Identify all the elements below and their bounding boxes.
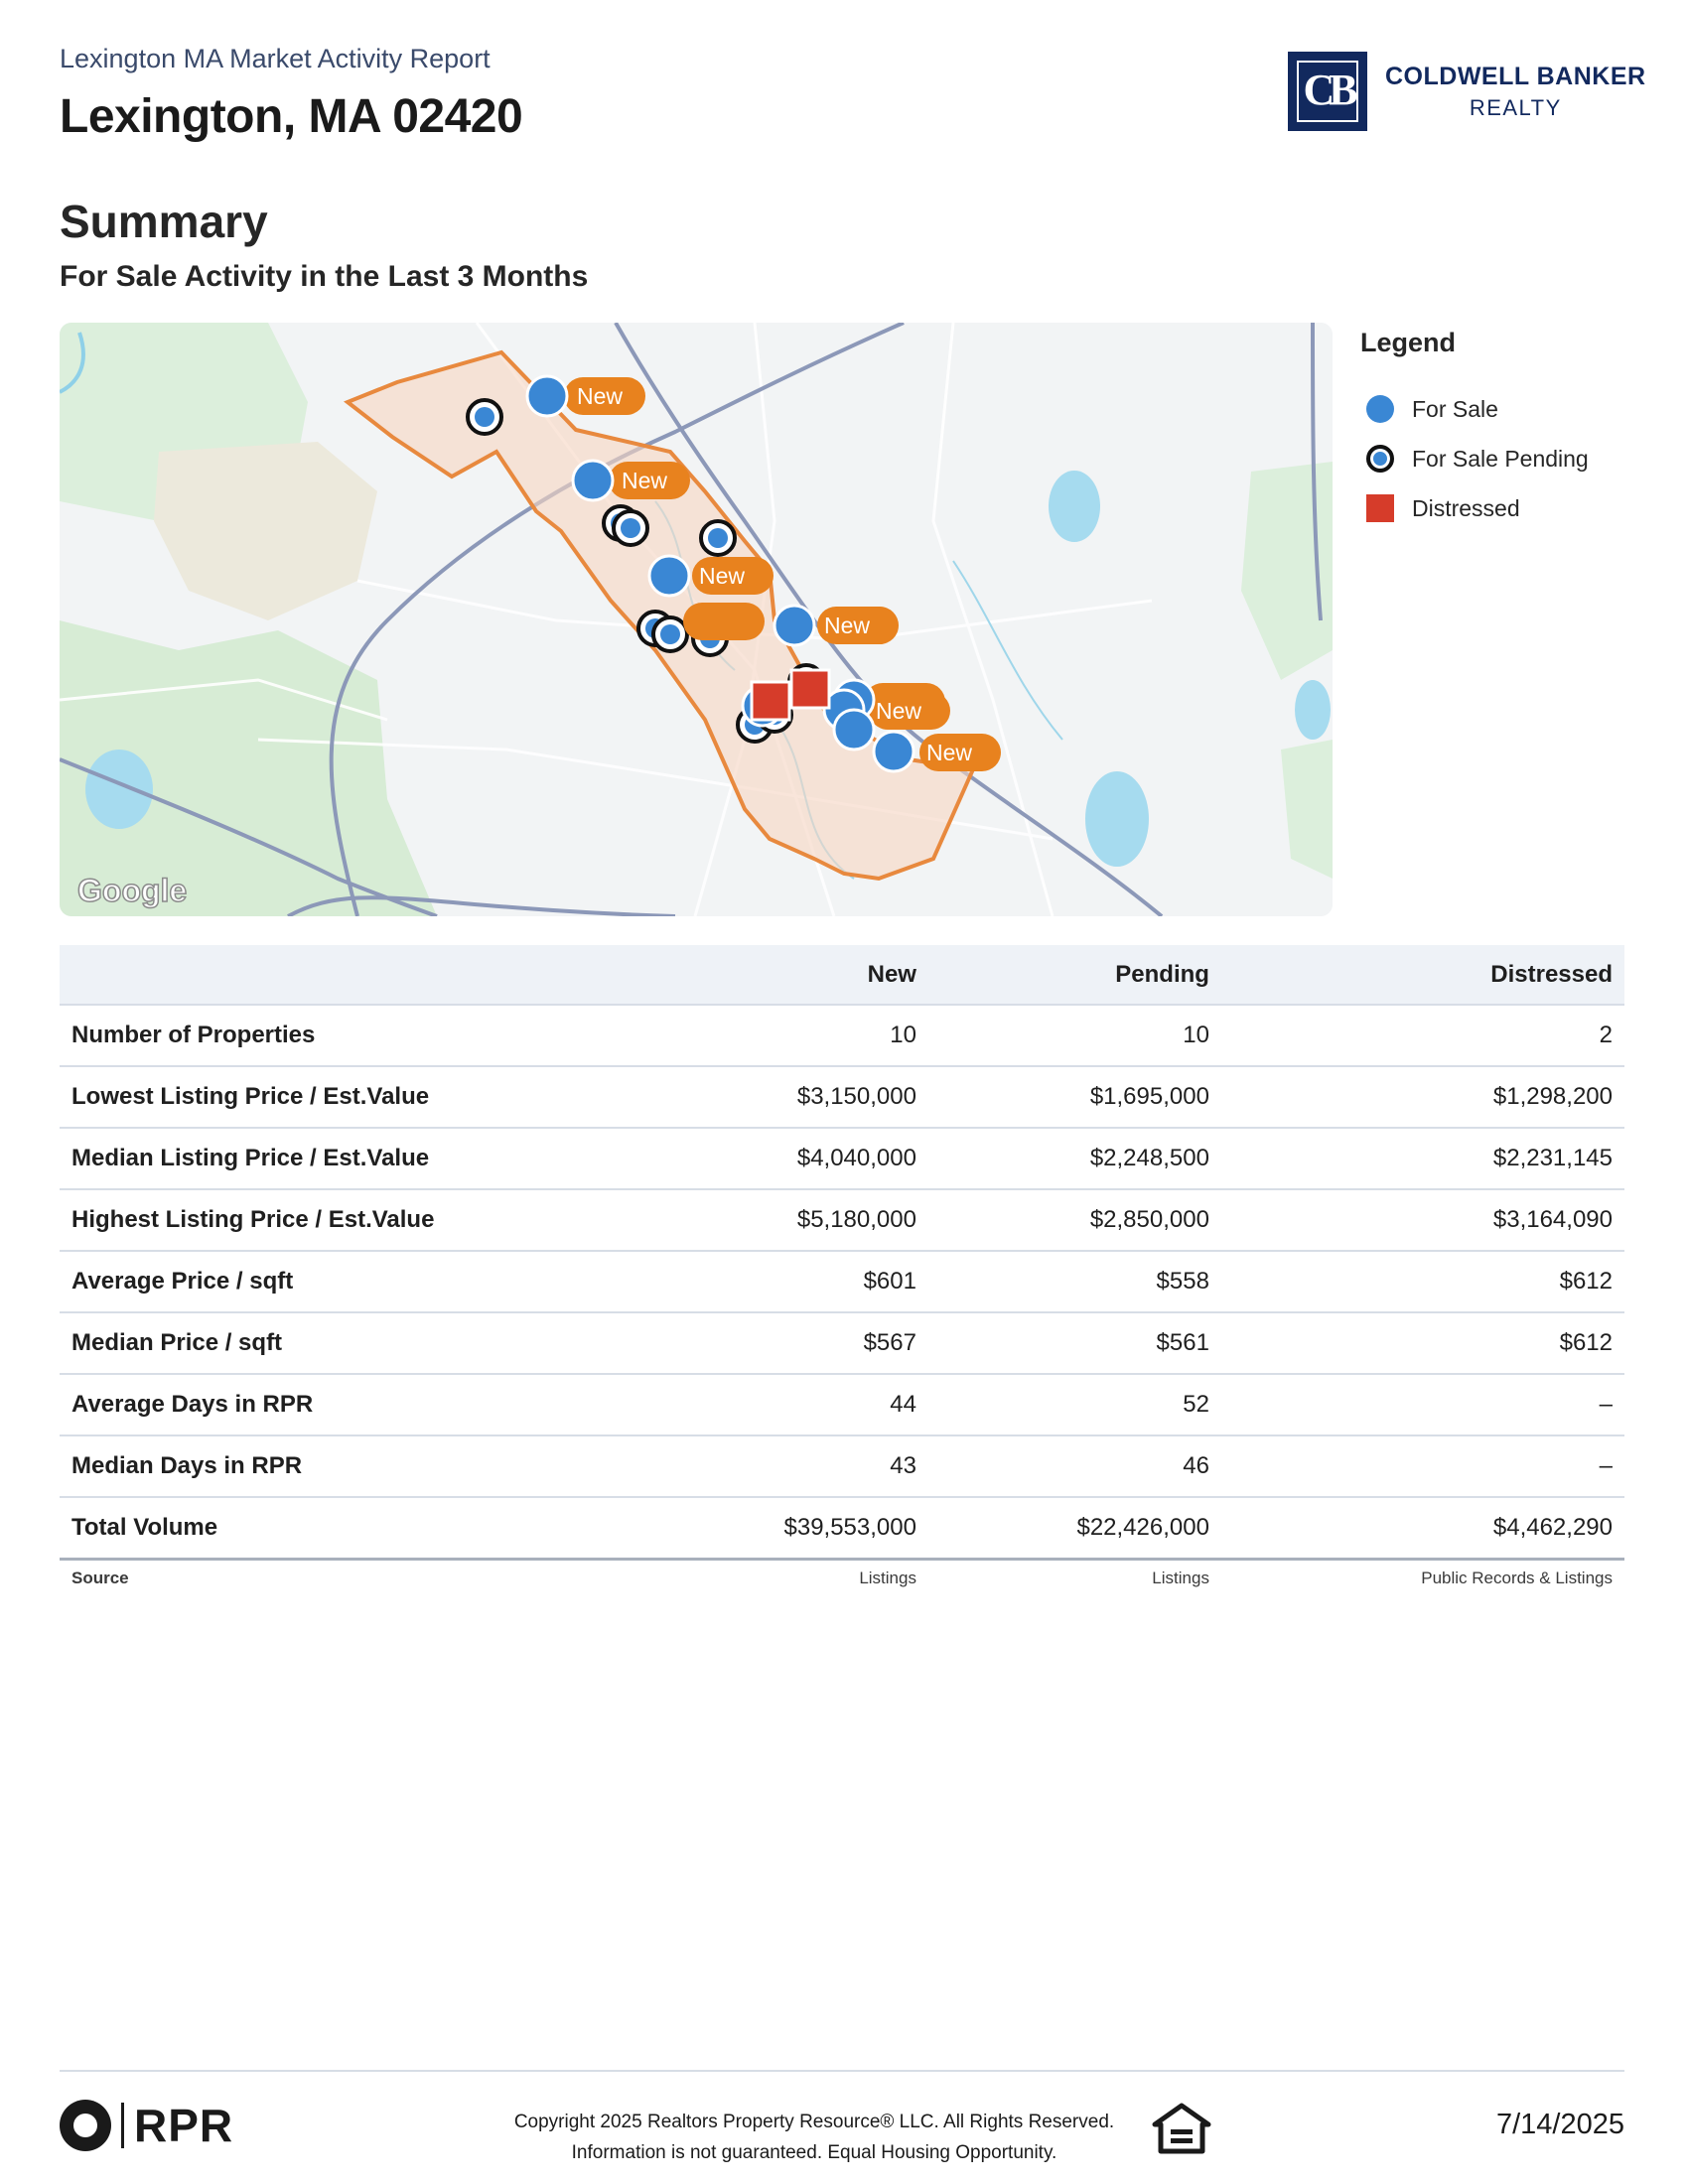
table-row (60, 1497, 1624, 1559)
cell-pending: 46 (928, 1435, 1221, 1497)
map-canvas (60, 323, 1333, 916)
pending-marker[interactable] (614, 511, 647, 545)
legend-item-distressed (1360, 483, 1589, 533)
legend-title: Legend (1360, 328, 1457, 357)
cell-pending: $2,248,500 (928, 1128, 1221, 1189)
for-sale-marker[interactable] (774, 606, 814, 645)
new-badge[interactable] (919, 734, 1001, 771)
for-sale-marker[interactable] (573, 461, 613, 500)
table-row (60, 1066, 1624, 1128)
report-title: Lexington, MA 02420 (60, 90, 523, 143)
cell-new: $39,553,000 (635, 1497, 928, 1559)
column-header-pending: Pending (928, 945, 1221, 1005)
header-blank (60, 945, 635, 1005)
legend-item-pending (1360, 434, 1589, 483)
new-badge[interactable] (564, 377, 645, 415)
copyright-line1: Copyright 2025 Realtors Property Resource® LLC. All Rights Reserved. (513, 2112, 1115, 2132)
brand-logo-block (1288, 52, 1646, 131)
new-badge[interactable] (609, 462, 690, 499)
cell-new: $5,180,000 (635, 1189, 928, 1251)
copyright-notice (467, 2107, 1162, 2168)
brand-logo-letters: CB (1303, 66, 1352, 114)
rpr-wordmark: RPR (134, 2100, 234, 2151)
cell-distressed: – (1221, 1435, 1624, 1497)
pond-1 (1049, 471, 1100, 542)
table-row (60, 1312, 1624, 1374)
source-row (60, 1559, 1624, 1592)
cell-distressed: $1,298,200 (1221, 1066, 1624, 1128)
source-label: Source (71, 1568, 129, 1587)
pending-swatch-icon (1366, 445, 1394, 473)
rpr-separator (121, 2103, 124, 2148)
brand-line2: REALTY (1469, 94, 1562, 120)
cell-new: 44 (635, 1374, 928, 1435)
for-sale-marker[interactable] (649, 556, 689, 596)
table-row (60, 1374, 1624, 1435)
brand-name (1385, 63, 1646, 121)
legend-label: Distressed (1412, 494, 1520, 521)
distressed-marker[interactable] (791, 670, 829, 708)
source-distressed: Public Records & Listings (1421, 1568, 1613, 1587)
cell-pending: $2,850,000 (928, 1189, 1221, 1251)
cell-new: 43 (635, 1435, 928, 1497)
brand-line1: COLDWELL BANKER (1385, 62, 1646, 90)
cell-distressed: $2,231,145 (1221, 1128, 1624, 1189)
coldwell-banker-logo (1288, 52, 1367, 131)
for-sale-marker[interactable] (874, 732, 914, 771)
for-sale-marker[interactable] (834, 710, 874, 750)
section-subtitle: For Sale Activity in the Last 3 Months (60, 260, 589, 293)
activity-map[interactable] (60, 323, 1333, 916)
row-label: Average Price / sqft (60, 1251, 635, 1312)
new-badge[interactable] (683, 603, 765, 640)
footer-divider (60, 2070, 1624, 2072)
table-row (60, 1189, 1624, 1251)
pending-marker[interactable] (653, 617, 687, 651)
row-label: Total Volume (60, 1497, 635, 1559)
new-badge-label: New (576, 383, 624, 409)
row-label: Number of Properties (60, 1005, 635, 1066)
cell-distressed: – (1221, 1374, 1624, 1435)
pending-marker[interactable] (468, 400, 501, 434)
row-label: Lowest Listing Price / Est.Value (60, 1066, 635, 1128)
legend-item-for-sale (1360, 384, 1589, 434)
row-label: Average Days in RPR (60, 1374, 635, 1435)
table-row (60, 1005, 1624, 1066)
row-label: Median Listing Price / Est.Value (60, 1128, 635, 1189)
cell-pending: 52 (928, 1374, 1221, 1435)
distressed-swatch-icon (1366, 494, 1394, 522)
pending-marker[interactable] (701, 521, 735, 555)
cell-pending: $558 (928, 1251, 1221, 1312)
table-row (60, 1435, 1624, 1497)
pond-2 (1085, 771, 1149, 867)
table-row (60, 1128, 1624, 1189)
cell-distressed: $612 (1221, 1312, 1624, 1374)
cell-pending: 10 (928, 1005, 1221, 1066)
for-sale-marker[interactable] (527, 376, 567, 416)
for-sale-swatch-icon (1366, 395, 1394, 423)
cell-distressed: $3,164,090 (1221, 1189, 1624, 1251)
legend-label: For Sale (1412, 395, 1498, 422)
table-row (60, 1251, 1624, 1312)
cell-new: $567 (635, 1312, 928, 1374)
equal-housing-icon (1152, 2103, 1211, 2159)
rpr-mark-icon (60, 2100, 111, 2151)
report-date: 7/14/2025 (1495, 2109, 1624, 2140)
source-pending: Listings (1152, 1568, 1209, 1587)
source-new: Listings (859, 1568, 916, 1587)
cell-new: $3,150,000 (635, 1066, 928, 1128)
google-attribution: Google (77, 873, 188, 908)
cell-pending: $1,695,000 (928, 1066, 1221, 1128)
new-badge[interactable] (692, 557, 774, 595)
pond-4 (85, 750, 153, 829)
cell-new: $601 (635, 1251, 928, 1312)
row-label: Highest Listing Price / Est.Value (60, 1189, 635, 1251)
summary-table (60, 945, 1624, 1592)
copyright-line2: Information is not guaranteed. Equal Housing Opportunity. (571, 2142, 1057, 2163)
new-badge-label: New (925, 740, 973, 765)
cell-distressed: $4,462,290 (1221, 1497, 1624, 1559)
cell-pending: $561 (928, 1312, 1221, 1374)
new-badge[interactable] (869, 692, 950, 730)
pond-3 (1295, 680, 1331, 740)
cell-distressed: $612 (1221, 1251, 1624, 1312)
legend-label: For Sale Pending (1412, 445, 1589, 472)
section-title: Summary (60, 196, 268, 247)
map-legend (1360, 328, 1589, 533)
column-header-distressed: Distressed (1221, 945, 1624, 1005)
rpr-logo (60, 2099, 233, 2152)
distressed-marker[interactable] (752, 682, 789, 720)
new-badge-label: New (621, 468, 668, 493)
new-badge-label: New (698, 563, 746, 589)
cell-new: 10 (635, 1005, 928, 1066)
new-badge-label: New (823, 613, 871, 638)
cell-pending: $22,426,000 (928, 1497, 1221, 1559)
row-label: Median Days in RPR (60, 1435, 635, 1497)
table-header-row (60, 945, 1624, 1005)
column-header-new: New (635, 945, 928, 1005)
report-subtitle: Lexington MA Market Activity Report (60, 44, 491, 73)
cell-new: $4,040,000 (635, 1128, 928, 1189)
row-label: Median Price / sqft (60, 1312, 635, 1374)
new-badge[interactable] (817, 607, 899, 644)
new-badge-label: New (875, 698, 922, 724)
cell-distressed: 2 (1221, 1005, 1624, 1066)
